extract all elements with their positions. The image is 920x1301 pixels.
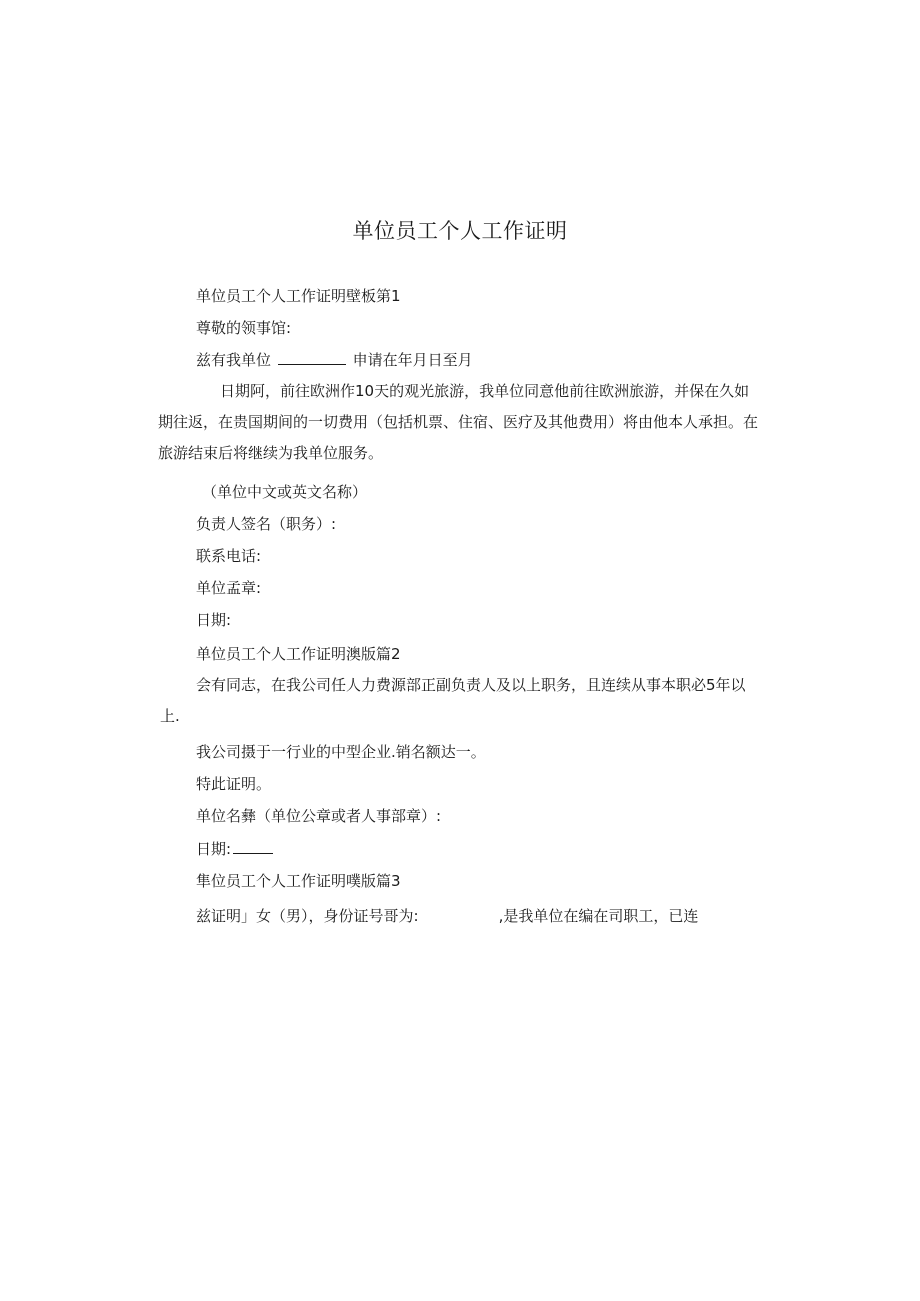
date-label-2: 日期: <box>196 840 232 858</box>
applicant-suffix: 申请在年月日至月 <box>352 351 473 369</box>
unit-name-caption: （单位中文或英文名称） <box>202 483 368 501</box>
section-heading-3: 隼位员工个人工作证明噗版篇3 <box>196 872 401 890</box>
identity-suffix: ,是我单位在编在司职工，已连 <box>498 907 699 925</box>
seal-label: 单位孟章: <box>196 579 262 597</box>
unit-seal-label: 单位名彝（单位公章或者人事部章）: <box>196 807 442 825</box>
applicant-line <box>196 349 473 371</box>
date-blank <box>233 838 273 854</box>
identity-line <box>196 905 698 927</box>
travel-paragraph <box>158 376 758 469</box>
company-statement: 我公司摄于一行业的中型企业.销名额达一。 <box>196 743 486 761</box>
applicant-prefix: 兹有我单位 <box>196 351 272 369</box>
applicant-name-blank <box>278 349 346 365</box>
salutation: 尊敬的领事馆: <box>196 319 292 337</box>
position-paragraph-text: 会有同志，在我公司任人力费源部正副负责人及以上职务，且连续从事本职必5年以上. <box>160 676 746 725</box>
date-label-1: 日期: <box>196 611 232 629</box>
section-heading-2: 单位员工个人工作证明澳版篇2 <box>196 645 401 663</box>
signatory-label: 负责人签名（职务）: <box>196 515 337 533</box>
section-heading-1: 单位员工个人工作证明壁板第1 <box>196 287 401 305</box>
document-title: 单位员工个人工作证明 <box>352 219 568 243</box>
certify-statement: 特此证明。 <box>196 775 272 793</box>
travel-paragraph-text: 日期阿，前往欧洲作10天的观光旅游，我单位同意他前往欧洲旅游，并保在久如期往返，在贵国期间的一切费用（包括机票、住宿、医疗及其他费用）将由他本人承担。在旅游结束后将继续为我单位服务。 <box>158 382 759 462</box>
date-line-2 <box>196 838 275 860</box>
identity-prefix: 兹证明」女（男），身份证号哥为: <box>196 907 419 925</box>
phone-label: 联系电话: <box>196 547 262 565</box>
position-paragraph <box>160 670 760 732</box>
